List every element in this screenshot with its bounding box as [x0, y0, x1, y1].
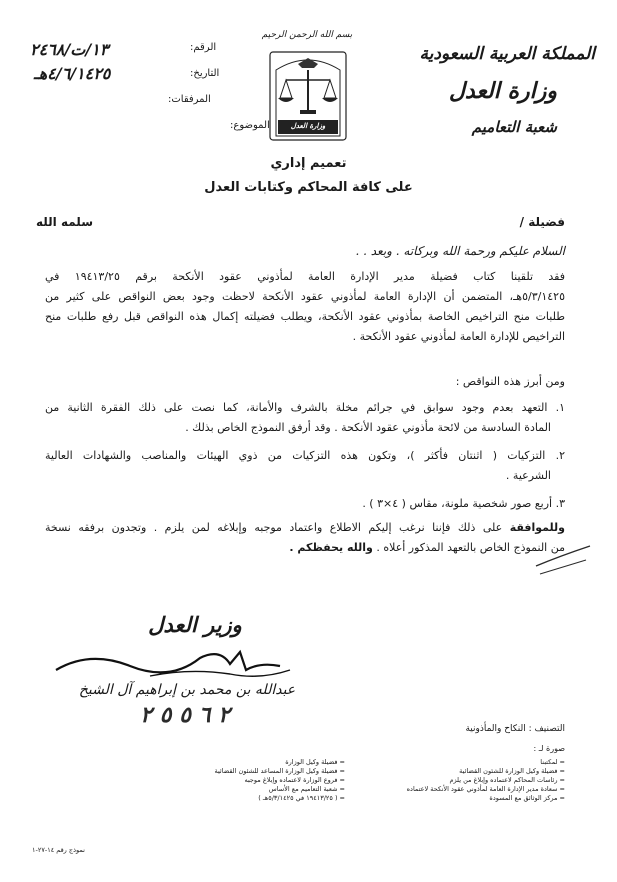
body-paragraph: [45, 267, 565, 347]
closing-lead: وللموافقة: [509, 521, 565, 534]
body-line: فقد تلقينا كتاب فضيلة مدير الإدارة العامة لمأذوني عقود الأنكحة برقم ١٩٤١٣/٢٥ في: [45, 270, 565, 283]
copy-to-list: [315, 758, 565, 803]
copy-to-item: = شعبة التعاميم مع الأساس: [268, 785, 345, 793]
date-label: التاريخ:: [190, 68, 220, 79]
ministry-name: وزارة العدل: [448, 78, 557, 104]
signatory-name: عبدالله بن محمد بن إبراهيم آل الشيخ: [78, 682, 296, 698]
circular-title: تعميم إداري: [270, 156, 347, 171]
item-line: المادة السادسة من لائحة مأذوني عقود الأنكحة . وقد أرفق النموذج الخاص بذلك .: [185, 421, 551, 434]
item-line: ٢. التزكيات ( اثنتان فأكثر )، وتكون هذه التزكيات من ذوي الهيئات والمناصب والشهادات العالية: [45, 449, 565, 462]
addressee: فضيلة /: [519, 215, 565, 229]
copy-to-list-2: [170, 758, 345, 803]
ministry-logo: [268, 50, 348, 142]
deficiency-item-1: [45, 398, 565, 438]
margin-mark-icon: [0, 540, 617, 590]
copy-to-item: = مركز الوثائق مع المسودة: [489, 794, 565, 802]
copy-to-item: = فضيلة وكيل الوزارة للشئون القضائية: [459, 767, 565, 775]
classification-label: التصنيف : النكاح والمأذونية: [465, 724, 565, 734]
copy-to-item: = ( ١٩٤١٣/٢٥ في ٥/٣/١٤٢٥هـ ): [258, 794, 345, 802]
closing-rest: على ذلك فإننا نرغب إليكم الاطلاع واعتماد موجبه وإبلاغه لمن يلزم . وتجدون برفقه نسخة: [45, 521, 510, 534]
body-line: ٥/٣/١٤٢٥هـ، المتضمن أن الإدارة العامة لمأذوني عقود الأنكحة لاحظت وجود بعض النواقص على كثير من: [45, 290, 565, 303]
form-code: نموذج رقم ١٤-٢٧-١: [32, 846, 85, 854]
blessing: سلمه الله: [36, 215, 93, 229]
attachments-label: المرفقات:: [168, 94, 211, 105]
circular-subtitle: على كافة المحاكم وكتابات العدل: [204, 180, 413, 195]
closing-line-2: من النموذج الخاص بالتعهد المذكور أعلاه .: [376, 541, 565, 554]
item-line: الشرعية .: [505, 469, 551, 482]
greeting: السلام عليكم ورحمة الله وبركاته . وبعد . .: [355, 244, 565, 258]
copy-to-item: = سعادة مدير الإدارة العامة لمأذوني عقود الأنكحة لاعتماده: [406, 785, 565, 793]
signature-icon: [50, 640, 310, 686]
deficiency-item-2: [45, 446, 565, 486]
copy-to-item: = فروع الوزارة لاعتماده وإبلاغ موجبه: [244, 776, 345, 784]
department-name: شعبة التعاميم: [471, 118, 557, 136]
body-line: طلبات منح التراخيص الخاصة بمأذوني عقود الأنكحة، ويطلب فضيلته إكمال هذه النواقص قبل رفع طلبات منح: [45, 310, 565, 323]
copy-to-item: = فضيلة وكيل الوزارة: [285, 758, 345, 766]
ref-label: الرقم:: [190, 42, 217, 53]
date-value: ٤/٦/١٤٢٥هـ: [34, 64, 111, 83]
deficiencies-lead: ومن أبرز هذه النواقص :: [455, 375, 565, 388]
copy-to-item: = فضيلة وكيل الوزارة المساعد للشئون القضائية: [214, 767, 345, 775]
copy-to-label: صورة لـ :: [533, 744, 565, 753]
item-line: ١. التعهد بعدم وجود سوابق في جرائم مخلة بالشرف والأمانة، كما نصت على ذلك الفقرة الثانية من: [45, 401, 565, 414]
signature-code: ٢ ٦ ٥ ٥ ٢: [140, 702, 230, 728]
ref-value: ١٣/ت/٢٤٦٨: [30, 40, 109, 59]
copy-to-item: = رئاسات المحاكم لاعتماده وإبلاغ من يلزم: [449, 776, 565, 784]
basmala: بسم الله الرحمن الرحيم: [261, 30, 353, 40]
subject-label: الموضوع:: [230, 120, 270, 131]
kingdom-name: المملكة العربية السعودية: [419, 44, 595, 64]
copy-to-item: = لمكتبنا: [540, 758, 565, 766]
signatory-title: وزير العدل: [148, 612, 242, 637]
closing-end: والله يحفظكم .: [289, 541, 373, 554]
deficiency-item-3: [45, 494, 565, 514]
body-line: التراخيص للإدارة العامة لمأذوني عقود الأنكحة .: [352, 330, 565, 343]
item-line: ٣. أربع صور شخصية ملونة، مقاس ( ٤×٣ ) .: [362, 497, 565, 510]
logo-text: وزارة العدل: [290, 121, 326, 130]
